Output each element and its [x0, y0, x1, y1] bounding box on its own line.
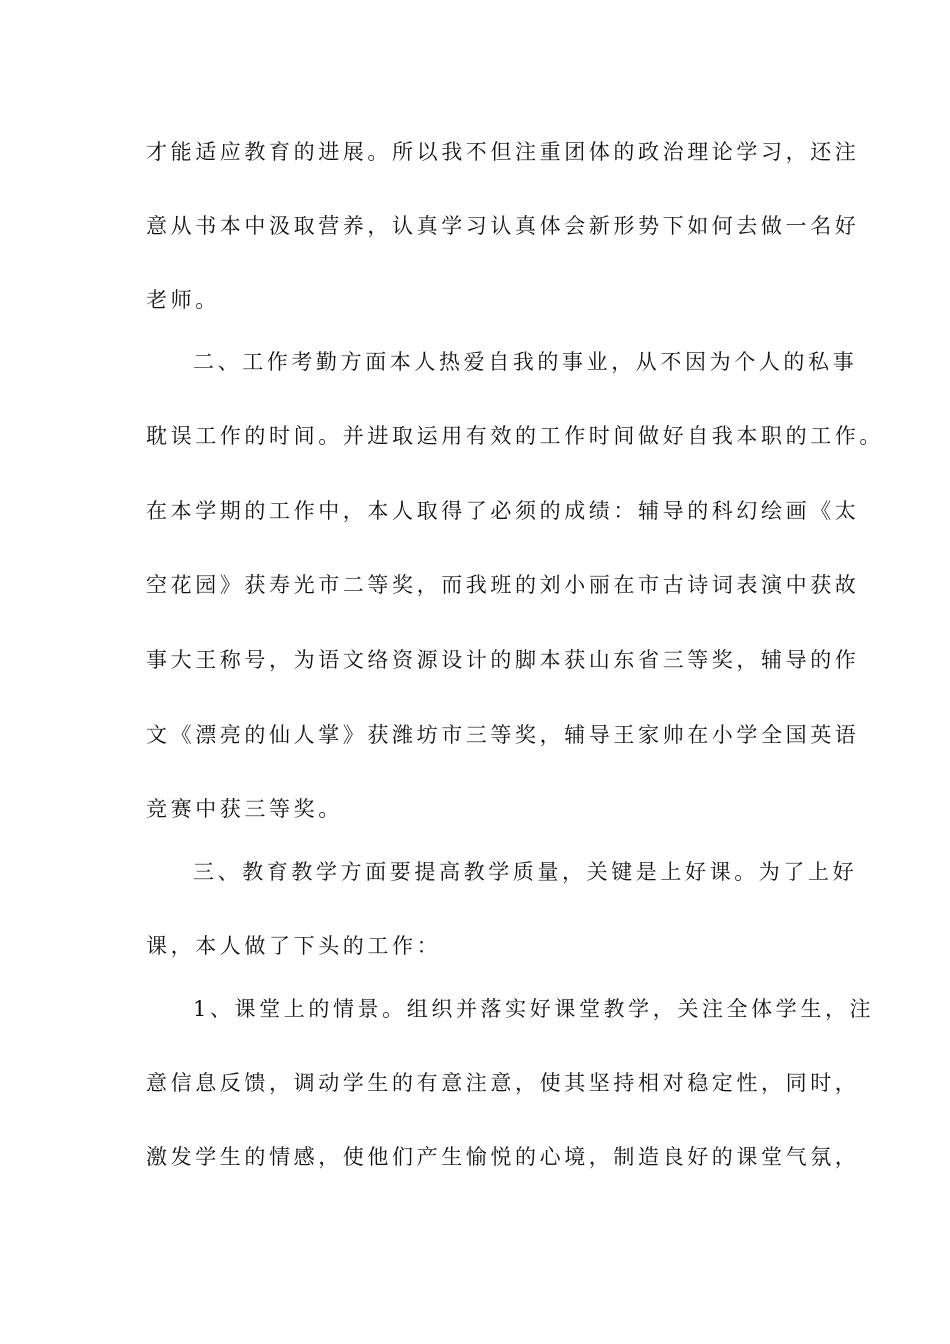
text-line-10: 竞赛中获三等奖。: [146, 797, 343, 821]
text-line-5: 耽误工作的时间。并进取运用有效的工作时间做好自我本职的工作。: [146, 424, 884, 448]
text-line-1: 才能适应教育的进展。所以我不但注重团体的政治理论学习，还注: [146, 140, 860, 164]
text-line-15: 激发学生的情感，使他们产生愉悦的心境，制造良好的课堂气氛，: [146, 1145, 860, 1169]
text-line-14: 意信息反馈，调动学生的有意注意，使其坚持相对稳定性，同时，: [146, 1071, 860, 1095]
text-line-4: 二、工作考勤方面本人热爱自我的事业，从不因为个人的私事: [193, 350, 858, 374]
text-line-13: 1、课堂上的情景。组织并落实好课堂教学，关注全体学生，注: [193, 997, 875, 1021]
text-line-12: 课，本人做了下头的工作：: [146, 934, 442, 958]
text-line-6: 在本学期的工作中，本人取得了必须的成绩：辅导的科幻绘画《太: [146, 499, 860, 523]
text-line-11: 三、教育教学方面要提高教学质量，关键是上好课。为了上好: [193, 860, 858, 884]
text-line-8: 事大王称号，为语文络资源设计的脚本获山东省三等奖，辅导的作: [146, 648, 860, 672]
text-line-2: 意从书本中汲取营养，认真学习认真体会新形势下如何去做一名好: [146, 214, 860, 238]
text-line-9: 文《漂亮的仙人掌》获潍坊市三等奖，辅导王家帅在小学全国英语: [146, 723, 860, 747]
text-line-7: 空花园》获寿光市二等奖，而我班的刘小丽在市古诗词表演中获故: [146, 573, 860, 597]
text-line-3: 老师。: [146, 288, 220, 312]
